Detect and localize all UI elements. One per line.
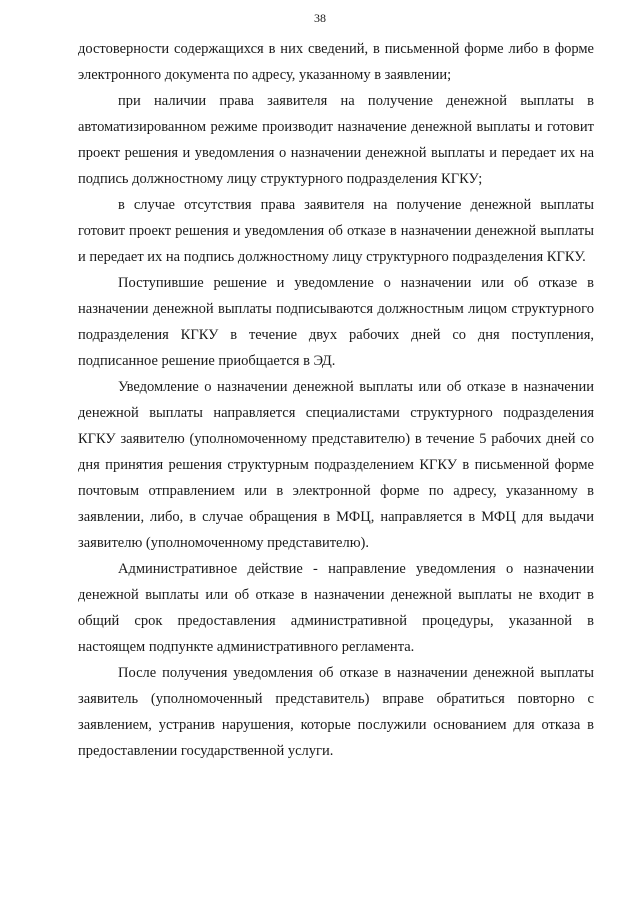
page-number: 38 <box>314 11 326 25</box>
paragraph-signing: Поступившие решение и уведомление о назначении или об отказе в назначении денежной выплаты подписываются должностным лицом структурного подразделения КГКУ в течение двух рабочих дней со дня поступления, подписанное решение приобщается в ЭД. <box>78 275 594 369</box>
paragraph-reapplication: После получения уведомления об отказе в назначении денежной выплаты заявитель (уполномоченный представитель) вправе обратиться повторно с заявлением, устранив нарушения, которые послужили основанием для отказа в предоставлении государственной услуги. <box>78 665 594 759</box>
paragraph-administrative-action: Административное действие - направление уведомления о назначении денежной выплаты или об отказе в назначении денежной выплаты не входит в общий срок предоставления административной процедуры, указанной в настоящем подпункте административного регламента. <box>78 561 594 655</box>
paragraph-continuation: достоверности содержащихся в них сведений, в письменной форме либо в форме электронного документа по адресу, указанному в заявлении; <box>78 41 594 83</box>
paragraph-right-granted: при наличии права заявителя на получение денежной выплаты в автоматизированном режиме производит назначение денежной выплаты и готовит проект решения и уведомления о назначении денежной выплаты и передает их на подпись должностному лицу структурного подразделения КГКУ; <box>78 93 594 187</box>
document-body <box>78 36 594 764</box>
paragraph-notification: Уведомление о назначении денежной выплаты или об отказе в назначении денежной выплаты направляется специалистами структурного подразделения КГКУ заявителю (уполномоченному представителю) в течение 5 рабочих дней со дня принятия решения структурным подразделением КГКУ в письменной форме почтовым отправлением или в электронной форме по адресу, указанному в заявлении, либо, в случае обращения в МФЦ, направляется в МФЦ для выдачи заявителю (уполномоченному представителю). <box>78 379 594 551</box>
paragraph-right-absent: в случае отсутствия права заявителя на получение денежной выплаты готовит проект решения и уведомления об отказе в назначении денежной выплаты и передает их на подпись должностному лицу структурного подразделения КГКУ. <box>78 197 594 265</box>
